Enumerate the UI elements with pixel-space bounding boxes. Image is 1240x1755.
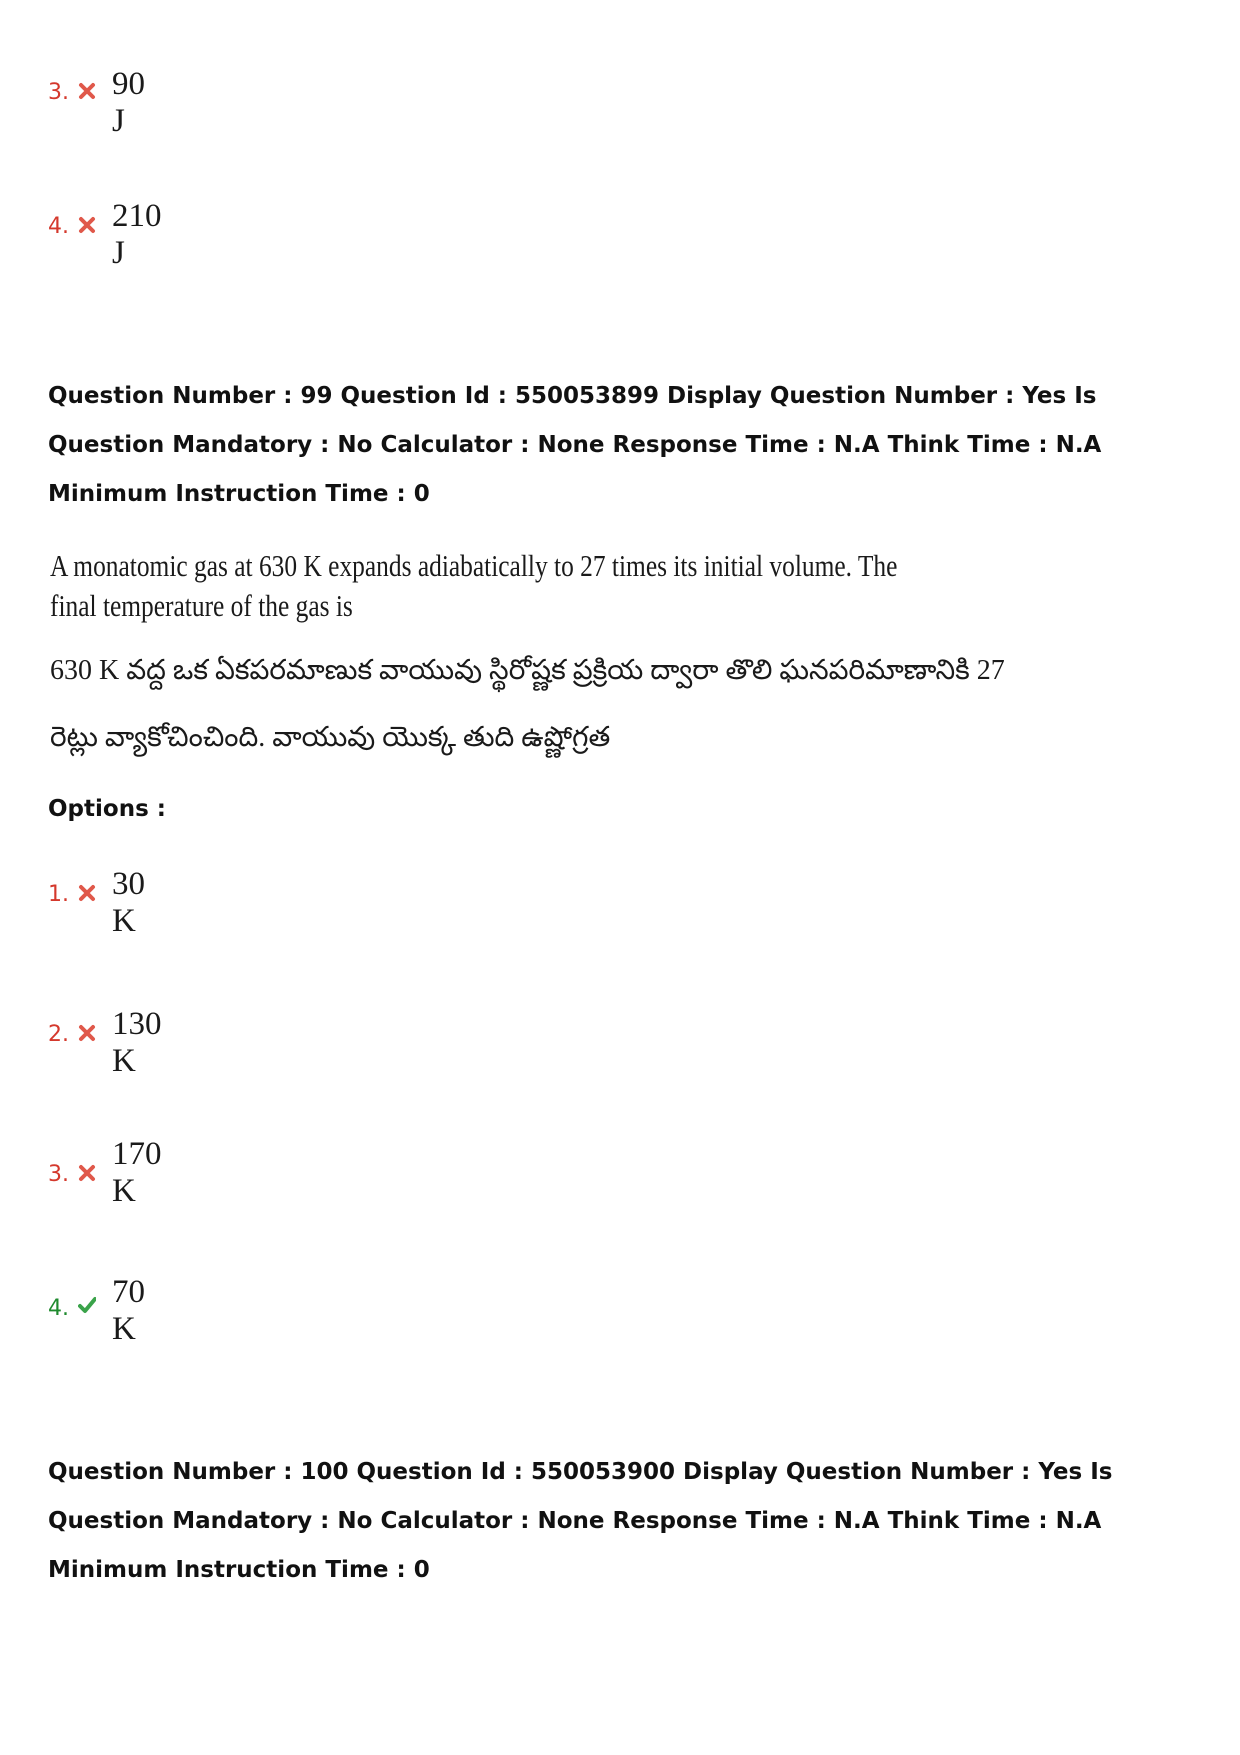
wrong-icon xyxy=(78,1024,96,1042)
wrong-icon xyxy=(78,884,96,902)
wrong-icon xyxy=(78,216,96,234)
option-number: 4. xyxy=(48,1296,69,1321)
option-number: 4. xyxy=(48,214,69,239)
option-value: 70 K xyxy=(112,1274,145,1347)
option-number: 2. xyxy=(48,1022,69,1047)
wrong-icon xyxy=(78,1164,96,1182)
question-text-te: 630 K వద్ద ఒక ఏకపరమాణుక వాయువు స్థిరోష్ణక ప్రక్రియ ద్వారా తొలి ఘనపరిమాణానికి 27 xyxy=(50,655,1005,686)
check-icon xyxy=(78,1296,96,1314)
wrong-icon xyxy=(78,82,96,100)
option-value: 90 J xyxy=(112,66,145,139)
option-number: 1. xyxy=(48,882,69,907)
question-meta: Question Number : 100 Question Id : 550053900 Display Question Number : Yes Is Question Mandatory : No Calculator : None Response Time : N.A Think Time : N.A Minimum Instruction Time : 0 xyxy=(48,1459,1113,1583)
options-label: Options : xyxy=(48,796,166,822)
option-value: 130 K xyxy=(112,1006,162,1079)
option-value: 30 K xyxy=(112,866,145,939)
option-value: 170 K xyxy=(112,1136,162,1209)
question-text-en: A monatomic gas at 630 K expands adiabatically to 27 times its initial volume. The xyxy=(50,548,898,583)
question-text-en: final temperature of the gas is xyxy=(50,588,353,623)
question-meta: Question Number : 99 Question Id : 550053899 Display Question Number : Yes Is Question Mandatory : No Calculator : None Response Time : N.A Think Time : N.A Minimum Instruction Time : 0 xyxy=(48,383,1102,507)
option-number: 3. xyxy=(48,1162,69,1187)
question-text-te: రెట్లు వ్యాకోచించింది. వాయువు యొక్క తుది ఉష్ణోగ్రత xyxy=(50,722,611,753)
option-value: 210 J xyxy=(112,198,162,271)
option-number: 3. xyxy=(48,80,69,105)
